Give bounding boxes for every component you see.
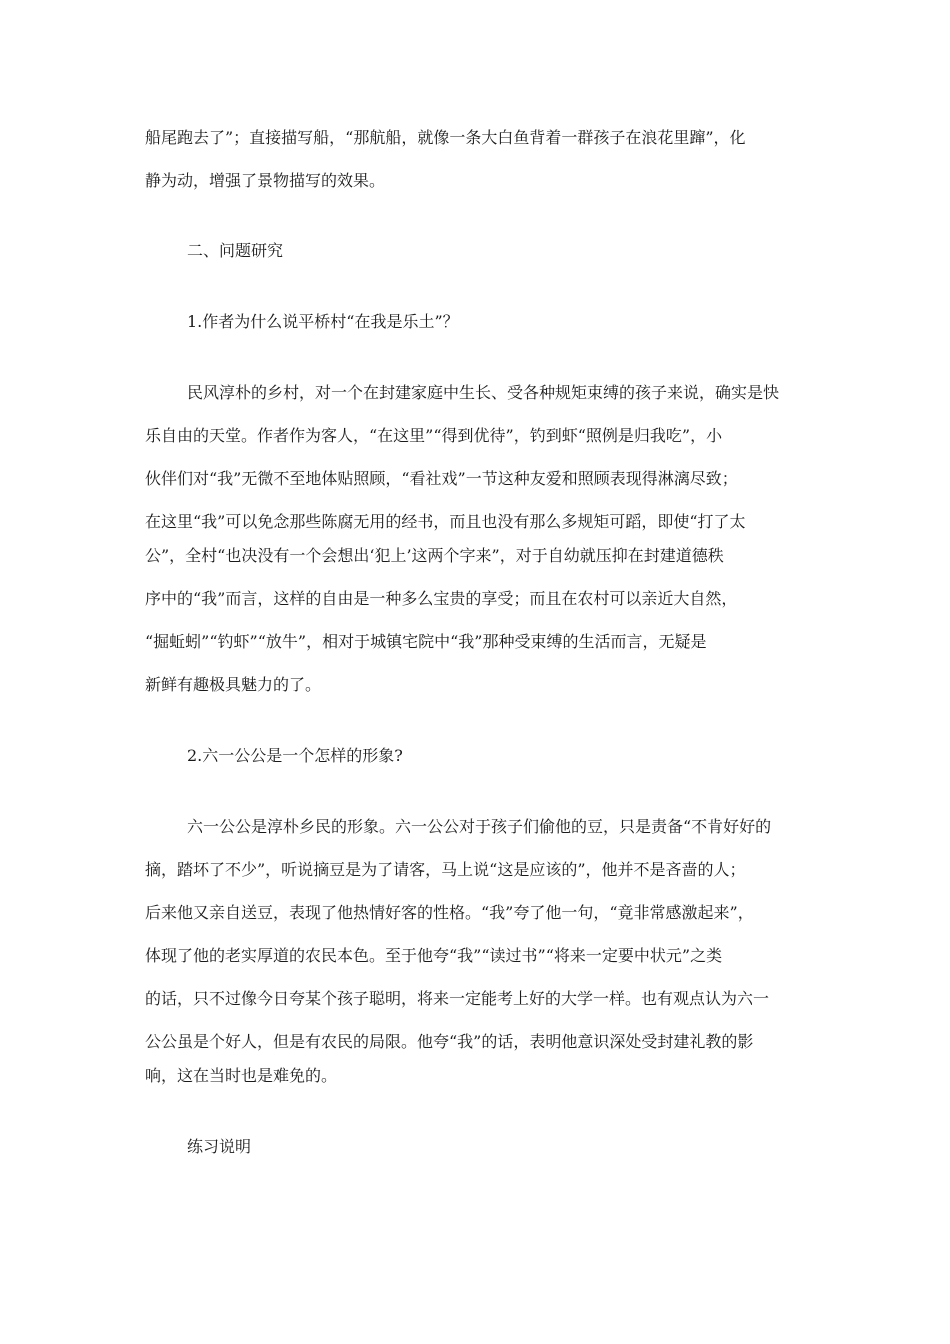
q1-line-5: 公”，全村“也决没有一个会想出‘犯上’这两个字来”，对于自幼就压抑在封建道德秩 — [145, 546, 724, 565]
q2-heading: 2.六一公公是一个怎样的形象? — [187, 746, 403, 765]
q2-line-1: 六一公公是淳朴乡民的形象。六一公公对于孩子们偷他的豆，只是责备“不肯好好的 — [187, 817, 772, 836]
q2-line-5: 的话，只不过像今日夸某个孩子聪明，将来一定能考上好的大学一样。也有观点认为六一 — [145, 989, 770, 1008]
q1-line-6: 序中的“我”而言，这样的自由是一种多么宝贵的享受；而且在农村可以亲近大自然， — [145, 589, 738, 608]
q2-line-2: 摘，踏坏了不少”，听说摘豆是为了请客，马上说“这是应该的”，他并不是吝啬的人； — [145, 860, 746, 879]
q1-heading: 1.作者为什么说平桥村“在我是乐土”？ — [187, 312, 459, 331]
q2-line-6: 公公虽是个好人，但是有农民的局限。他夸“我”的话，表明他意识深处受封建礼教的影 — [145, 1032, 754, 1051]
q1-line-1: 民风淳朴的乡村，对一个在封建家庭中生长、受各种规矩束缚的孩子来说，确实是快 — [187, 383, 780, 402]
q1-line-2: 乐自由的天堂。作者作为客人，“在这里”“得到优待”，钓到虾“照例是归我吃”，小 — [145, 426, 723, 445]
q1-line-3: 伙伴们对“我”无微不至地体贴照顾，“看社戏”一节这种友爱和照顾表现得淋漓尽致； — [145, 469, 738, 488]
exercise-heading: 练习说明 — [187, 1137, 252, 1156]
q1-line-7: “掘蚯蚓”“钓虾”“放牛”，相对于城镇宅院中“我”那种受束缚的生活而言，无疑是 — [145, 632, 707, 651]
para1-line-1: 船尾跑去了”；直接描写船，“那航船，就像一条大白鱼背着一群孩子在浪花里蹿”，化 — [145, 128, 746, 147]
para1-line-2: 静为动，增强了景物描写的效果。 — [145, 171, 386, 190]
q2-line-4: 体现了他的老实厚道的农民本色。至于他夸“我”“读过书”“将来一定要中状元”之类 — [145, 946, 723, 965]
q2-line-7: 响，这在当时也是难免的。 — [145, 1066, 338, 1085]
q2-line-3: 后来他又亲自送豆，表现了他热情好客的性格。“我”夸了他一句，“竟非常感激起来”， — [145, 903, 754, 922]
q1-line-4: 在这里“我”可以免念那些陈腐无用的经书，而且也没有那么多规矩可蹈，即使“打了太 — [145, 512, 746, 531]
q1-line-8: 新鲜有趣极具魅力的了。 — [145, 675, 322, 694]
section-heading: 二、问题研究 — [187, 241, 284, 260]
